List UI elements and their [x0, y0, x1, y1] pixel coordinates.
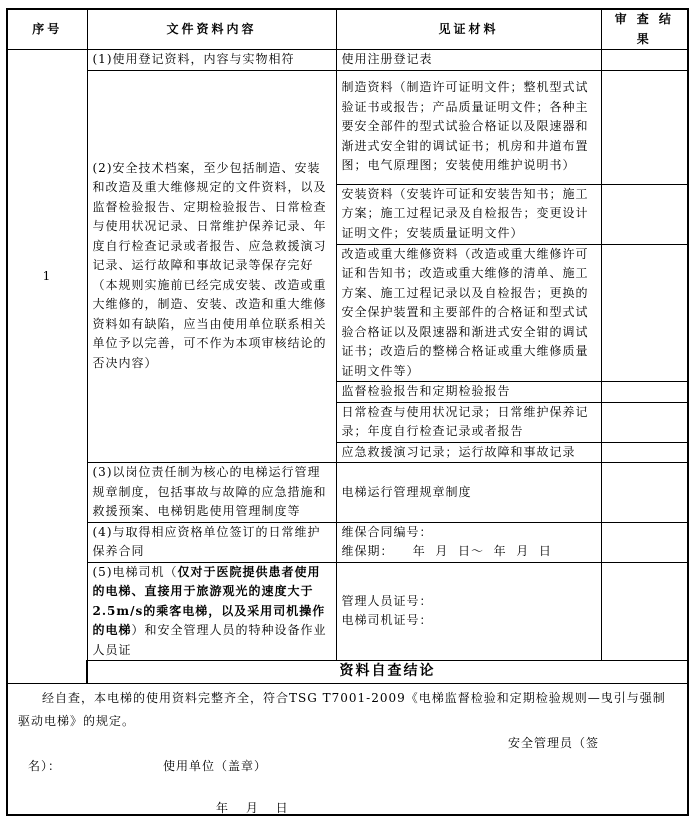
row-number: 1 [7, 50, 87, 684]
result-cell[interactable] [601, 70, 688, 184]
item-evidence: 电梯运行管理规章制度 [336, 463, 601, 523]
header-result: 审 查 结 果 [601, 9, 688, 50]
item-bold-note: 仅对于医院提供患者使用的电梯、直接用于旅游观光的速度大于2.5m/s的乘客电梯，以及采用司机操作的电梯 [92, 564, 326, 637]
item-content: (3)以岗位责任制为核心的电梯运行管理规章制度，包括事故与故障的应急措施和救援预案、电梯钥匙使用管理制度等 [87, 463, 336, 523]
result-cell[interactable] [601, 522, 688, 562]
maintenance-period-label: 维保期： 年 月 日～ 年 月 日 [341, 544, 552, 558]
result-cell[interactable] [601, 382, 688, 403]
item-prefix: (5)电梯司机（ [92, 564, 178, 579]
conclusion-text: 经自查，本电梯的使用资料完整齐全，符合TSG T7001-2009《电梯监督检验和定期检验规则—曳引与强制驱动电梯》的规定。 [18, 691, 666, 728]
table-row [7, 522, 688, 562]
conclusion-title-row [7, 661, 688, 684]
table-row [7, 70, 688, 184]
result-cell[interactable] [601, 442, 688, 463]
item-content: (4)与取得相应资格单位签订的日常维护保养合同 [87, 522, 336, 562]
item-evidence [336, 522, 601, 562]
item-evidence [336, 562, 601, 661]
item-evidence: 应急救援演习记录；运行故障和事故记录 [336, 442, 601, 463]
contract-number-label: 维保合同编号： [341, 524, 433, 539]
safety-manager-signature-label: 安全管理员（签 [507, 736, 599, 750]
result-cell[interactable] [601, 463, 688, 523]
table-row [7, 463, 688, 523]
result-cell[interactable] [601, 402, 688, 442]
driver-cert-label: 电梯司机证号： [341, 613, 433, 628]
result-cell[interactable] [601, 184, 688, 244]
header-content: 文件资料内容 [87, 9, 336, 50]
item-suffix: ）和安全管理人员的特种设备作业人员证 [92, 623, 327, 657]
conclusion-title: 资料自查结论 [87, 661, 688, 684]
item-content: (2)安全技术档案，至少包括制造、安装和改造及重大维修规定的文件资料，以及监督检验报告、定期检验报告、日常检查与使用状况记录、日常维护保养记录、年度自行检查记录或者报告、应急救援演习记录、运行故障和事故记录等保存完好（本规则实施前已经完成安装、改造或重大维修的，制造、安装、改造和重大维修资料如有缺陷，应当由使用单位联系相关单位予以完善，可不作为本项审核结论的否决内容） [87, 70, 336, 463]
item-content: (1)使用登记资料，内容与实物相符 [87, 50, 336, 71]
table-row [7, 562, 688, 661]
item-evidence: 监督检验报告和定期检验报告 [336, 382, 601, 403]
conclusion-body [7, 684, 688, 816]
item-content [87, 562, 336, 661]
result-cell[interactable] [601, 562, 688, 661]
conclusion-body-row [7, 684, 688, 816]
inspection-table [6, 8, 689, 816]
item-evidence: 使用注册登记表 [336, 50, 601, 71]
header-serial: 序号 [7, 9, 87, 50]
item-evidence: 改造或重大维修资料（改造或重大维修许可证和告知书；改造或重大维修的清单、施工方案、施工过程记录以及自检报告；更换的安全保护装置和主要部件的合格证和型式试验合格证以及限速器和渐进式安全钳的调试证书；改造后的整梯合格证或重大维修质量证明文件等） [336, 244, 601, 382]
header-row [7, 9, 688, 50]
header-evidence: 见证材料 [336, 9, 601, 50]
item-evidence: 日常检查与使用状况记录；日常维护保养记录；年度自行检查记录或者报告 [336, 402, 601, 442]
table-row [7, 50, 688, 71]
signature-suffix: 名）： [28, 759, 62, 773]
item-evidence: 安装资料（安装许可证和安装告知书；施工方案；施工过程记录及自检报告；变更设计证明文件；安装质量证明文件） [336, 184, 601, 244]
item-evidence: 制造资料（制造许可证明文件；整机型式试验证书或报告；产品质量证明文件；各种主要安全部件的型式试验合格证以及限速器和渐进式安全钳的调试证书；机房和井道布置图；电气原理图；安装使用维护说明书） [336, 70, 601, 184]
date-label: 年 月 日 [216, 801, 289, 815]
result-cell[interactable] [601, 50, 688, 71]
result-cell[interactable] [601, 244, 688, 382]
manager-cert-label: 管理人员证号： [341, 593, 433, 608]
user-unit-seal-label: 使用单位（盖章） [163, 759, 268, 773]
